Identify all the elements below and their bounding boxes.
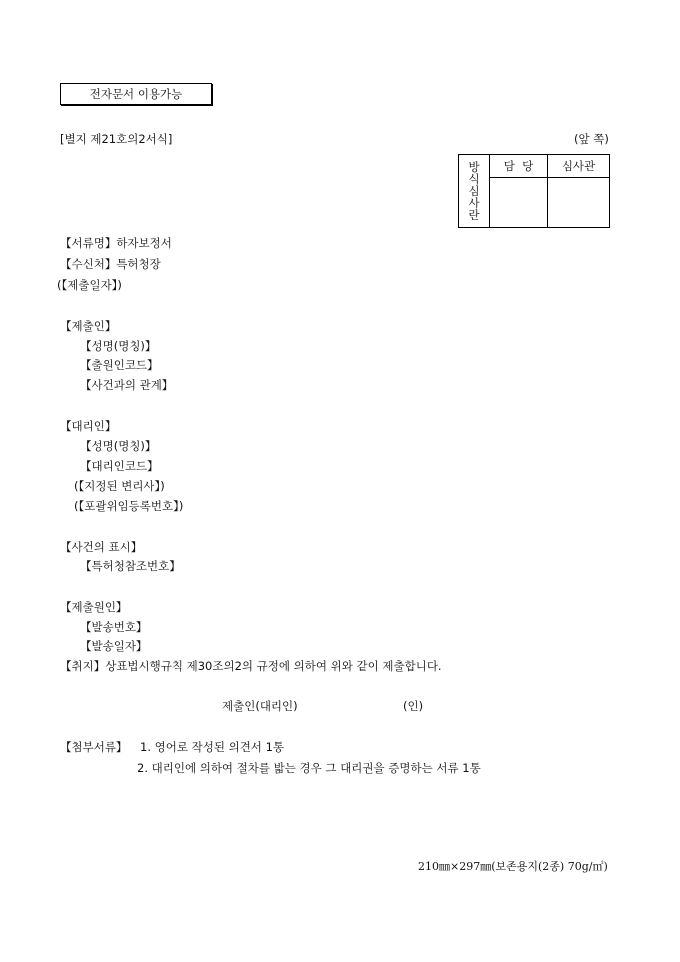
approval-cell-examiner xyxy=(548,178,610,228)
applicant-relation: 【사건과의 관계】 xyxy=(80,378,174,392)
agent-title: 【대리인】 xyxy=(60,419,117,433)
case-ref: 【특허청참조번호】 xyxy=(80,559,181,573)
attachments-title: 【첨부서류】 xyxy=(60,740,128,754)
applicant-title: 【제출인】 xyxy=(60,319,117,333)
submit-date-line: (【제출일자】) xyxy=(57,278,122,292)
paper-spec-footer: 210㎜×297㎜(보존용지(2종) 70g/㎡) xyxy=(418,860,608,873)
attachment-item-1: 1. 영어로 작성된 의견서 1통 xyxy=(140,740,284,754)
approval-box xyxy=(458,154,610,228)
agent-code: 【대리인코드】 xyxy=(80,459,159,473)
applicant-name: 【성명(명칭)】 xyxy=(80,339,157,353)
approval-vertical-label: 방 식 심 사 란 xyxy=(459,155,490,228)
agent-name: 【성명(명칭)】 xyxy=(80,439,157,453)
approval-col-examiner: 심사관 xyxy=(548,155,610,178)
source-send-no: 【발송번호】 xyxy=(80,620,148,634)
page-side: (앞 쪽) xyxy=(574,132,609,146)
applicant-code: 【출원인코드】 xyxy=(80,358,159,372)
seal-mark: (인) xyxy=(403,699,424,713)
doc-name-line: 【서류명】하자보정서 xyxy=(60,236,172,250)
electronic-document-badge xyxy=(60,83,212,105)
form-number: [별지 제21호의2서식] xyxy=(60,132,173,146)
attachment-item-2: 2. 대리인에 의하여 절차를 밟는 경우 그 대리권을 증명하는 서류 1통 xyxy=(137,761,481,775)
approval-cell-officer xyxy=(490,178,548,228)
recipient-line: 【수신처】특허청장 xyxy=(60,257,161,271)
purpose-line: 【취지】상표법시행규칙 제30조의2의 규정에 의하여 위와 같이 제출합니다. xyxy=(60,659,442,673)
approval-col-officer: 담 당 xyxy=(490,155,548,178)
badge-label: 전자문서 이용가능 xyxy=(89,87,183,101)
case-title: 【사건의 표시】 xyxy=(60,540,143,554)
agent-designated: (【지정된 변리사】) xyxy=(74,479,165,493)
agent-comprehensive: (【포괄위임등록번호】) xyxy=(74,499,184,513)
source-send-date: 【발송일자】 xyxy=(80,639,148,653)
source-title: 【제출원인】 xyxy=(60,600,128,614)
signature-label: 제출인(대리인) xyxy=(222,699,298,713)
